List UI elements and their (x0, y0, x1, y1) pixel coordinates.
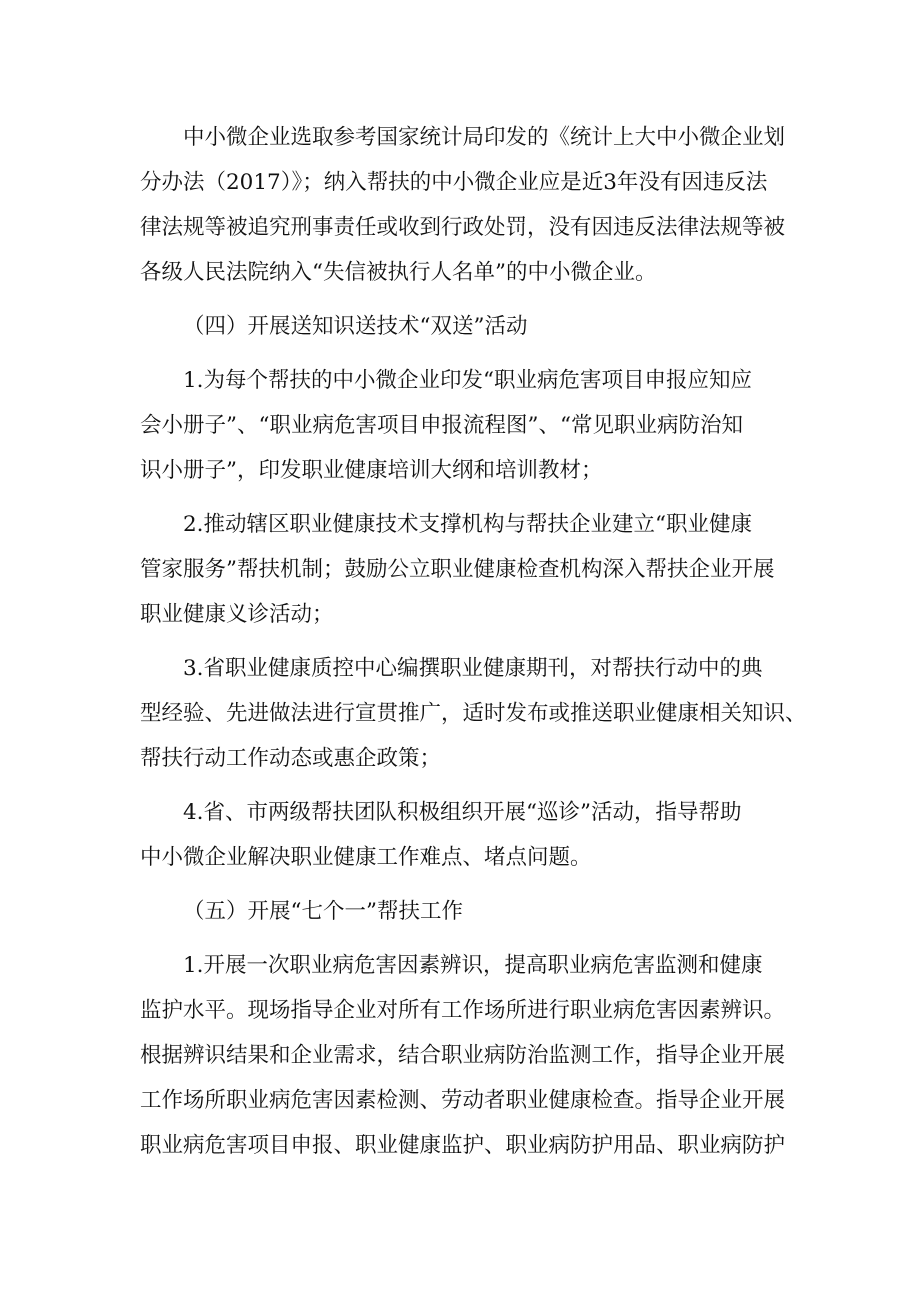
paragraph-4-3 (140, 646, 807, 781)
text-line: 4.省、市两级帮扶团队积极组织开展“巡诊”活动，指导帮助 (183, 800, 742, 825)
text-line: 会小册子”、“职业病危害项目申报流程图”、“常见职业病防治知 (140, 413, 743, 438)
paragraph-4-4 (140, 790, 785, 880)
heading-text: （四）开展送知识送技术“双送”活动 (183, 314, 528, 339)
paragraph-5-1 (140, 943, 785, 1168)
heading-text: （五）开展“七个一”帮扶工作 (183, 899, 463, 924)
section-heading-5 (140, 889, 785, 934)
text-line: 根据辨识结果和企业需求，结合职业病防治监测工作，指导企业开展 (140, 1043, 786, 1068)
text-line: 1.开展一次职业病危害因素辨识，提高职业病危害监测和健康 (183, 953, 763, 978)
text-line: 1.为每个帮扶的中小微企业印发“职业病危害项目申报应知应 (183, 368, 753, 393)
text-line: 型经验、先进做法进行宣贯推广，适时发布或推送职业健康相关知识、 (140, 701, 807, 726)
paragraph-enterprise-criteria (140, 115, 785, 295)
text-line: 3.省职业健康质控中心编撰职业健康期刊，对帮扶行动中的典 (183, 656, 763, 681)
text-line: 工作场所职业病危害因素检测、劳动者职业健康检查。指导企业开展 (140, 1088, 786, 1113)
text-line: 管家服务”帮扶机制；鼓励公立职业健康检查机构深入帮扶企业开展 (140, 557, 775, 582)
text-line: 律法规等被追究刑事责任或收到行政处罚，没有因违反法律法规等被 (140, 215, 786, 240)
paragraph-4-1 (140, 358, 785, 493)
text-line: 帮扶行动工作动态或惠企政策； (140, 746, 442, 771)
text-line: 分办法（2017）》；纳入帮扶的中小微企业应是近3年没有因违反法 (140, 170, 768, 195)
text-line: 2.推动辖区职业健康技术支撑机构与帮扶企业建立“职业健康 (183, 512, 753, 537)
text-line: 职业健康义诊活动； (140, 602, 334, 627)
text-line: 监护水平。现场指导企业对所有工作场所进行职业病危害因素辨识。 (140, 998, 786, 1023)
text-line: 识小册子”，印发职业健康培训大纲和培训教材； (140, 458, 603, 483)
text-line: 各级人民法院纳入“失信被执行人名单”的中小微企业。 (140, 260, 657, 285)
document-body (140, 115, 807, 1168)
text-line: 中小微企业选取参考国家统计局印发的《统计上大中小微企业划 (183, 125, 786, 150)
section-heading-4 (140, 304, 785, 349)
paragraph-4-2 (140, 502, 785, 637)
text-line: 职业病危害项目申报、职业健康监护、职业病防护用品、职业病防护 (140, 1133, 786, 1158)
text-line: 中小微企业解决职业健康工作难点、堵点问题。 (140, 845, 592, 870)
